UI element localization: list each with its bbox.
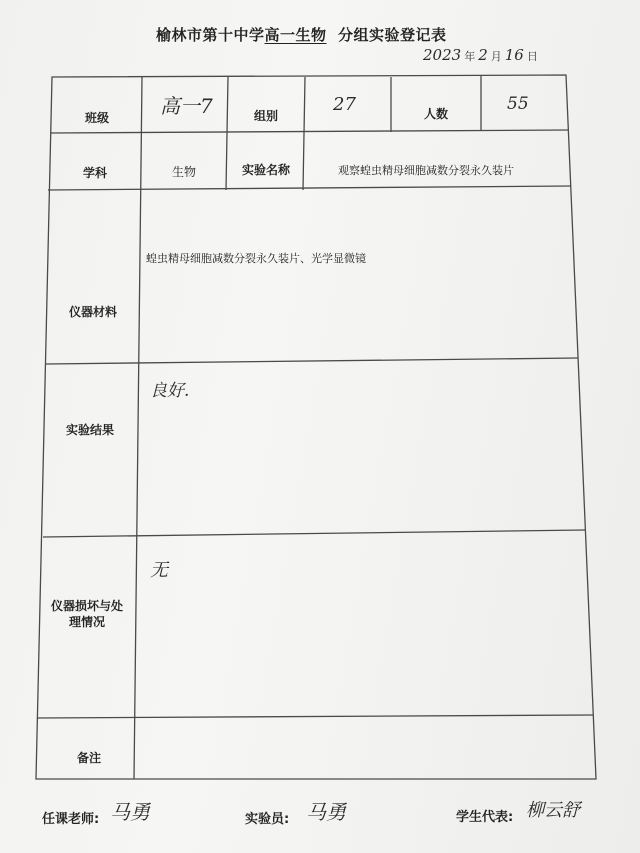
date-year: 2023: [423, 46, 462, 64]
experimenter-signature: 马勇: [306, 800, 346, 824]
teacher-label: 任课老师:: [42, 812, 100, 827]
label-column-line: [134, 77, 142, 779]
group-value: 27: [333, 94, 356, 115]
col-line-2: [226, 77, 228, 190]
damage-label-line1: 仪器损坏与处: [50, 599, 123, 613]
result-label: 实验结果: [65, 423, 114, 437]
experimenter-label: 实验员:: [245, 812, 290, 827]
experiment-name-label: 实验名称: [241, 163, 290, 177]
class-value: 高一7: [160, 94, 213, 118]
student-rep-signature: 柳云舒: [526, 800, 580, 821]
row-line-1: [50, 130, 568, 133]
count-label: 人数: [423, 107, 448, 121]
title-school: 榆林市第十中学: [156, 26, 265, 44]
date-year-label: 年: [464, 50, 476, 63]
date-month: 2: [478, 46, 488, 64]
subject-label: 学科: [82, 166, 107, 180]
class-label: 班级: [84, 111, 109, 125]
student-rep-label: 学生代表:: [456, 810, 514, 825]
remarks-label: 备注: [76, 751, 101, 765]
date-day: 16: [504, 46, 524, 64]
row-line-5: [38, 715, 593, 718]
materials-label: 仪器材料: [68, 305, 117, 319]
title-form-name: 分组实验登记表: [337, 26, 447, 44]
row-line-3: [46, 358, 578, 364]
result-value: 良好.: [150, 381, 190, 401]
count-value: 55: [507, 94, 529, 114]
row-line-2: [48, 186, 571, 190]
date-month-label: 月: [490, 50, 502, 63]
col-line-3: [303, 77, 305, 190]
teacher-signature: 马勇: [110, 800, 150, 824]
group-label: 组别: [253, 109, 278, 123]
date-day-label: 日: [526, 50, 538, 63]
materials-value: 蝗虫精母细胞减数分裂永久装片、光学显微镜: [146, 252, 366, 265]
damage-value: 无: [150, 560, 168, 581]
damage-label: [42, 598, 132, 630]
row-line-4: [43, 530, 585, 537]
title-course: 高一生物: [264, 26, 327, 44]
subject-value: 生物: [171, 165, 196, 179]
damage-label-line2: 理情况: [68, 615, 105, 629]
experiment-name-value: 观察蝗虫精母细胞减数分裂永久装片: [338, 164, 514, 177]
